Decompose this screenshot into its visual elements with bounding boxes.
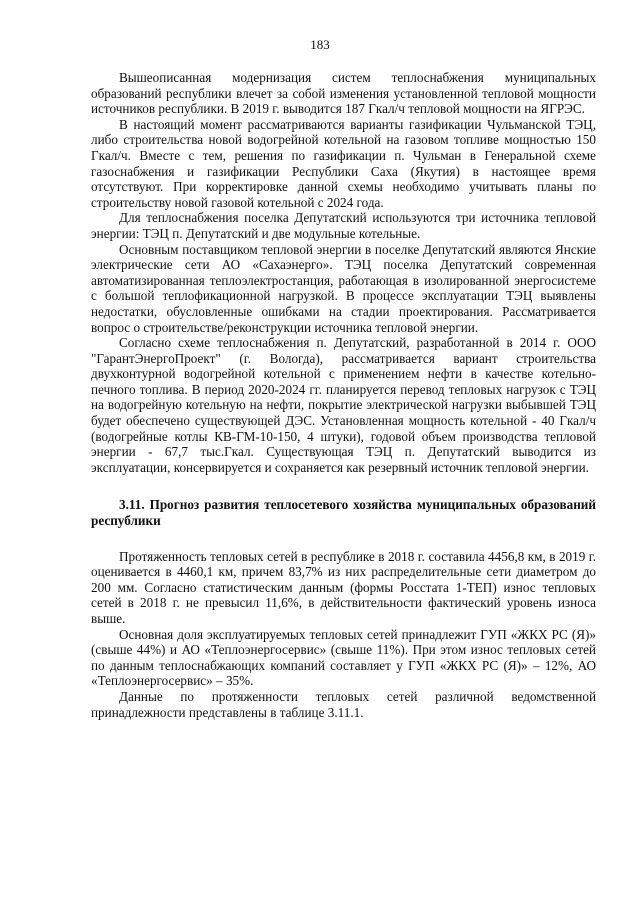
document-body xyxy=(91,70,596,720)
paragraph-network-length: Протяженность тепловых сетей в республике в 2018 г. составила 4456,8 км, в 2019 г. оценивается в 4460,1 км, причем 83,7% из них распределительные сети диаметром до 200 мм. Согласно статистическим данным (формы Росстата 1-ТЕП) износ тепловых сетей в 2018 г. не превысил 11,6%, в действительности фактический уровень износа выше. xyxy=(91,548,596,626)
paragraph-heat-supply-scheme: Согласно схеме теплоснабжения п. Депутатский, разработанной в 2014 г. ООО "ГарантЭнергоПроект" (г. Вологда), рассматривается вариант строительства двухконтурной водогрейной котельной с применением нефти в качестве котельно-печного топлива. В период 2020-2024 гг. планируется перевод тепловых нагрузок с ТЭЦ на водогрейную котельную на нефти, покрытие электрической нагрузки выбывшей ТЭЦ будет обеспечено существующей ДЭС. Установленная мощность котельной - 40 Гкал/ч (водогрейные котлы КВ-ГМ-10-150, 4 штуки), годовой объем производства тепловой энергии - 67,7 тыс.Гкал. Существующая ТЭЦ п. Депутатский выводится из эксплуатации, консервируется и сохраняется как резервный источник тепловой энергии. xyxy=(91,335,596,475)
paragraph-deputatsky-sources: Для теплоснабжения поселка Депутатский используются три источника тепловой энергии: ТЭЦ п. Депутатский и две модульные котельные. xyxy=(91,210,596,241)
section-heading: 3.11. Прогноз развития теплосетевого хозяйства муниципальных образований республики xyxy=(91,497,596,529)
paragraph-chulman-gasification: В настоящий момент рассматриваются варианты газификации Чульманской ТЭЦ, либо строительства новой водогрейной котельной на газовом топливе мощностью 150 Гкал/ч. Вместе с тем, решения по газификации п. Чульман в Генеральной схеме газоснабжения и газификации Республики Саха (Якутия) в настоящее время отсутствуют. При корректировке данной схемы необходимо учитывать планы по строительству новой газовой котельной с 2024 года. xyxy=(91,116,596,210)
paragraph-network-ownership: Основная доля эксплуатируемых тепловых сетей принадлежит ГУП «ЖКХ РС (Я)» (свыше 44%) и АО «Теплоэнергосервис» (свыше 11%). При этом износ тепловых сетей по данным теплоснабжающих компаний составляет у ГУП «ЖКХ РС (Я)» – 12%, АО «Теплоэнергосервис» – 35%. xyxy=(91,626,596,689)
page-number: 183 xyxy=(310,37,330,52)
paragraph-table-reference: Данные по протяженности тепловых сетей различной ведомственной принадлежности представлены в таблице 3.11.1. xyxy=(91,688,596,720)
paragraph-modernization: Вышеописанная модернизация систем теплоснабжения муниципальных образований республики влечет за собой изменения установленной тепловой мощности источников республики. В 2019 г. выводится 187 Гкал/ч тепловой мощности на ЯГРЭС. xyxy=(91,70,596,117)
paragraph-main-supplier: Основным поставщиком тепловой энергии в поселке Депутатский являются Янские электрические сети АО «Сахаэнерго». ТЭЦ поселка Депутатский современная автоматизированная теплоэлектростанция, работающая в изолированной энергосистеме с большой теплофикационной нагрузкой. В процессе эксплуатации ТЭЦ выявлены недостатки, обусловленные ошибками на стадии проектирования. Рассматривается вопрос о строительстве/реконструкции источника тепловой энергии. xyxy=(91,241,596,335)
